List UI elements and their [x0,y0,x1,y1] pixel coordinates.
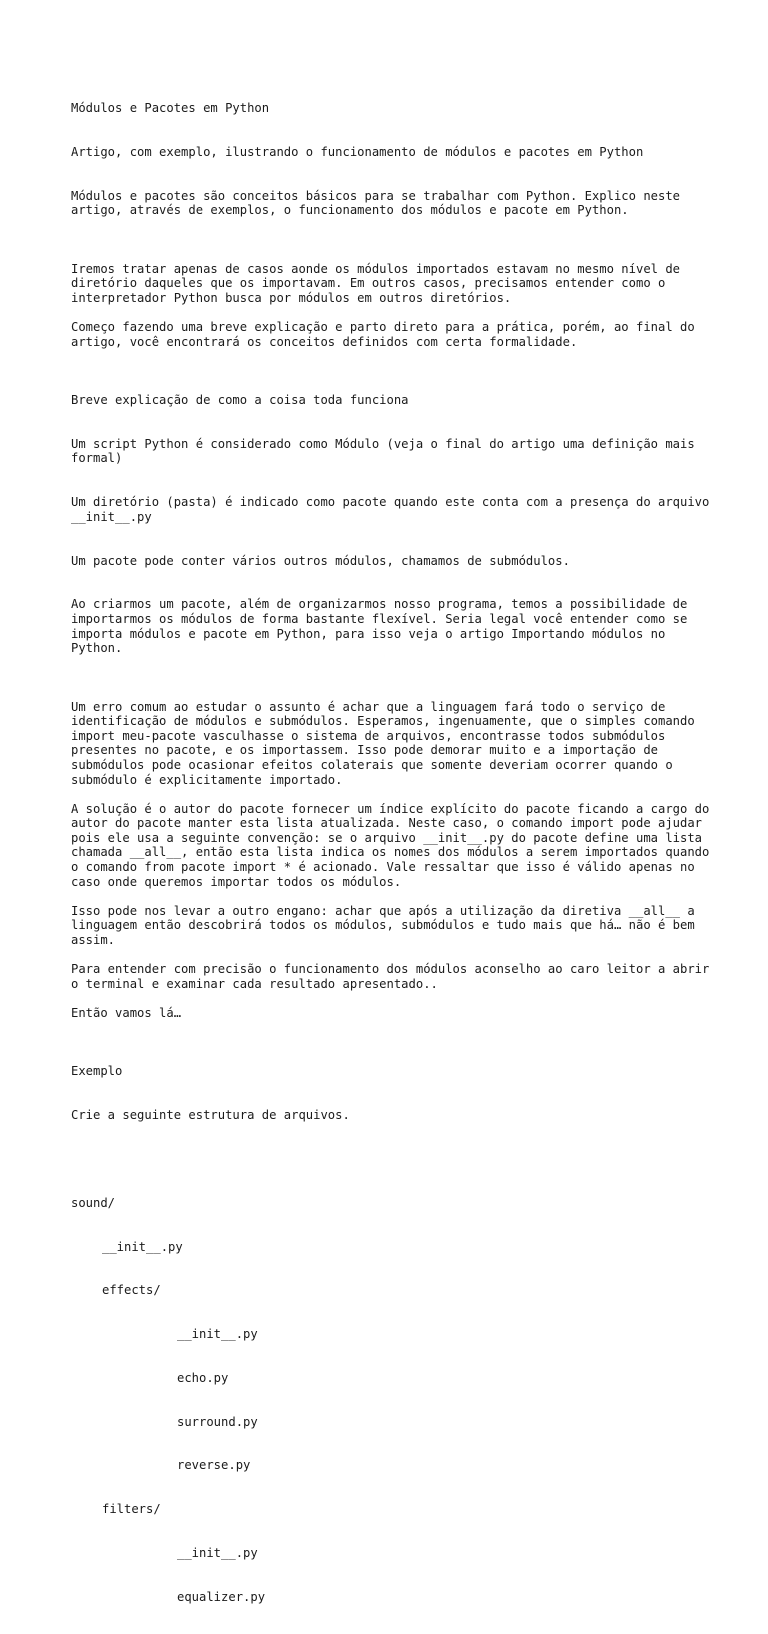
file-tree [71,1167,711,1634]
paragraph: Isso pode nos levar a outro engano: achar que após a utilização da diretiva __all__ a linguagem então descobrirá todos os módulos, submódulos e tudo mais que há… não é bem assim. [71,903,703,948]
document-body [71,72,717,1634]
tree-entry-file: __init__.py [177,1327,258,1342]
explanation-block [71,364,717,685]
tree-entry-folder: filters/ [102,1502,161,1517]
example-block [71,1035,711,1152]
paragraph: A solução é o autor do pacote fornecer um índice explícito do pacote ficando a cargo do autor do pacote manter esta lista atualizada. Neste caso, o comando import pode ajudar pois ele usa a seguinte convenção: se o arquivo __init__.py do pacote define uma lista chamada __all__, então esta lista indica os nomes dos módulos a serem importados quando o comando from pacote import * é acionado. Vale ressaltar que isso é válido apenas no caso onde queremos importar todos os módulos. [71,801,717,889]
explanation-heading: Breve explicação de como a coisa toda funciona [71,393,409,408]
explanation-line: Ao criarmos um pacote, além de organizarmos nosso programa, temos a possibilidade de importarmos os módulos de forma bastante flexível. Seria legal você entender como se importa módulos e pacote em Python, para isso veja o artigo Importando módulos no Python. [71,597,695,656]
document-subtitle: Artigo, com exemplo, ilustrando o funcionamento de módulos e pacotes em Python [71,144,644,159]
tree-entry-folder: sound/ [71,1195,116,1210]
intro-lead: Módulos e pacotes são conceitos básicos para se trabalhar com Python. Explico neste artigo, através de exemplos, o funcionamento dos módulos e pacote em Python. [71,188,688,218]
tree-entry-file: equalizer.py [177,1589,266,1604]
explanation-line: Um diretório (pasta) é indicado como pacote quando este conta com a presença do arquivo __init__.py [71,495,717,524]
document-title: Módulos e Pacotes em Python [71,101,270,116]
paragraph: Começo fazendo uma breve explicação e parto direto para a prática, porém, ao final do artigo, você encontrará os conceitos definidos com certa formalidade. [71,320,703,349]
tree-entry-file: __init__.py [102,1239,183,1254]
explanation-line: Um script Python é considerado como Módulo (veja o final do artigo uma definição mais formal) [71,436,703,466]
tree-entry-file: __init__.py [177,1545,258,1560]
paragraph: Um erro comum ao estudar o assunto é achar que a linguagem fará todo o serviço de identificação de módulos e submódulos. Esperamos, ingenuamente, que o simples comando import meu-pacote vasculhasse o sistema de arquivos, encontrasse todos submódulos presentes no pacote, e os importassem. Isso pode demorar muito e a importação de submódulos pode ocasionar efeitos colaterais que somente deveriam ocorrer quando o submódulo é explicitamente importado. [71,699,703,787]
example-instruction: Crie a seguinte estrutura de arquivos. [71,1108,350,1123]
tree-entry-file: echo.py [177,1370,229,1385]
explanation-line: Um pacote pode conter vários outros módulos, chamamos de submódulos. [71,553,570,568]
intro-block [71,72,711,247]
paragraph: Então vamos lá… [71,1006,182,1020]
example-heading: Exemplo [71,1064,123,1079]
paragraph: Iremos tratar apenas de casos aonde os módulos importados estavam no mesmo nível de diretório daqueles que os importavam. Em outros casos, precisamos entender como o interpretador Python busca por módulos em outros diretórios. [71,261,688,305]
tree-entry-file: surround.py [177,1414,258,1429]
tree-entry-file: reverse.py [177,1458,251,1473]
tree-entry-folder: effects/ [102,1283,161,1298]
paragraph: Para entender com precisão o funcionamento dos módulos aconselho ao caro leitor a abrir o terminal e examinar cada resultado apresentado.. [71,962,717,991]
